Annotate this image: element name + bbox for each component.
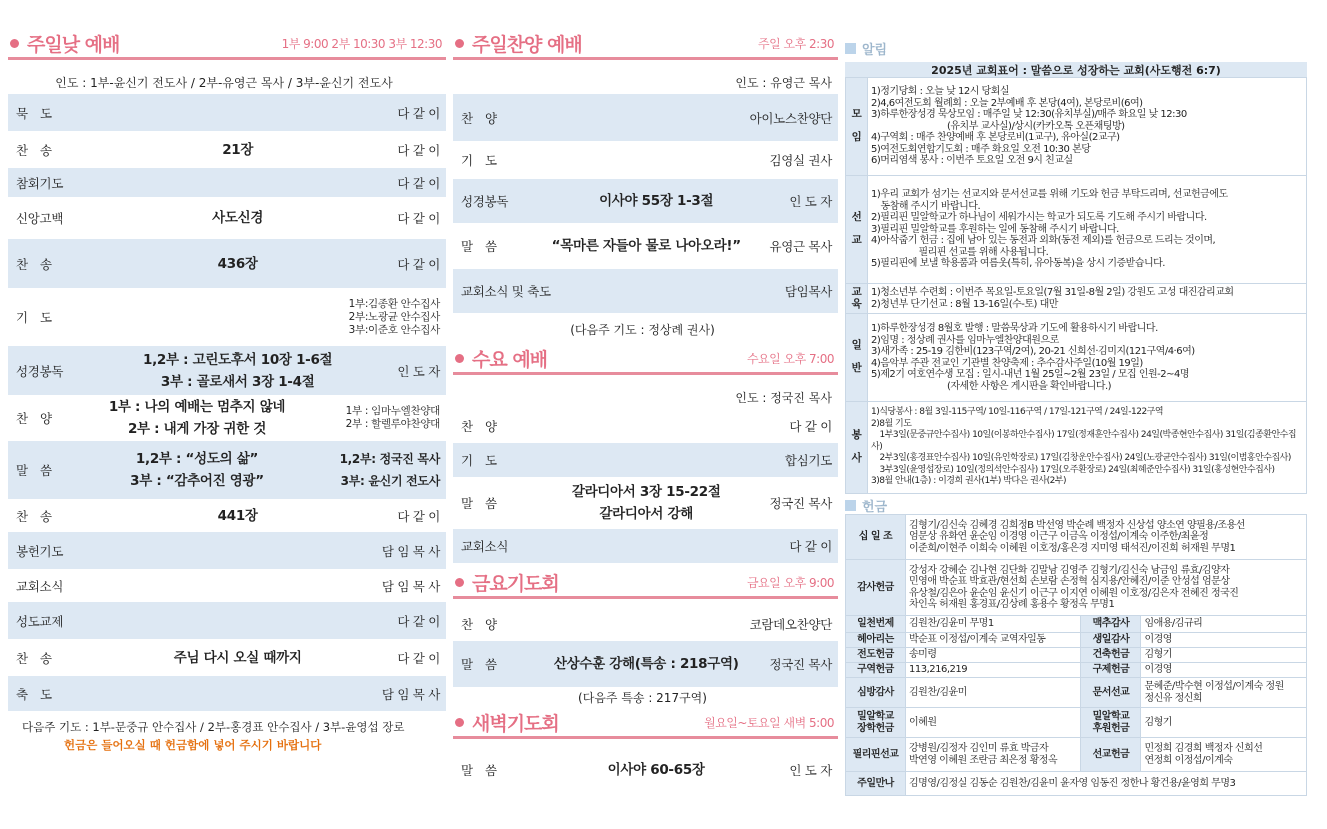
sunday-title: 주일낮 예배	[27, 34, 120, 56]
weekday-column	[453, 0, 838, 791]
order-content: “목마른 자들아 물로 나아오라!”	[551, 238, 741, 254]
dawn-header	[453, 709, 838, 739]
offering-row	[846, 616, 1307, 633]
offering-names: 김형기	[1141, 648, 1307, 663]
fri-time: 금요일 오후 9:00	[746, 576, 834, 590]
order-item: 신앙고백	[16, 211, 64, 226]
order-item: 교회소식	[16, 578, 64, 594]
tithe-names: 김형기/김신숙 김혜경 김희정B 박선영 박순례 백정자 신상섭 양소연 양필용/조용선 엄문상 유화연 윤순임 이경영 이근구 이금옥 이정섭/이계숙 이주한/최윤정 이준희/이현주 이희숙 이혜원 이호정/홍은경 지미영 태석진/이진희 허재원 무명1	[906, 515, 1307, 560]
order-leader: 다 같 이	[397, 211, 440, 226]
order-content: 436장	[217, 255, 258, 272]
ann-group	[846, 402, 1307, 494]
offering-names: 김형기	[1141, 708, 1307, 738]
praise-order-list	[453, 94, 838, 313]
fri-next: (다음주 특송 : 217구역)	[578, 691, 707, 705]
offering-type: 구역헌금	[846, 663, 906, 678]
offering-type: 심방감사	[846, 678, 906, 708]
order-item: 찬 송	[16, 256, 52, 272]
offering-row	[846, 633, 1307, 648]
ann-group-text: 1)식당봉사 : 8월 3일-115구역/ 10일-116구역 / 17일-121구역 / 24일-122구역 2)8월 기도 1부3일(문중규안수집사) 10일(이봉하안수집사) 17일(정재훈안수집사) 24일(박종현안수집사) 31일(김종환안수집사) 2부3일(홍경표안수집사) 10일(유인학장로) 17일(김창운안수집사) 24일(노광균안수집사) 31일(이범홍안수집사) 3부3일(윤영섭장로) 10일(정의석안수집사) 17일(오주환장로) 24일(최혜준안수집사) 31일(홍성현안수집사) 3)8월 안내(1층) : 이경희 권사(1부) 박다은 권사(2부)	[868, 402, 1307, 494]
fri-title: 금요기도회	[472, 573, 559, 595]
order-row	[453, 179, 838, 223]
order-leader: 아이노스찬양단	[749, 110, 832, 126]
order-leader: 유영근 목사	[769, 239, 832, 254]
dawn-title: 새벽기도회	[472, 713, 559, 735]
praise-title: 주일찬양 예배	[472, 34, 582, 56]
order-leader: 다 같 이	[789, 419, 832, 434]
order-item: 말 씀	[461, 657, 497, 672]
announcement-table	[845, 77, 1307, 494]
praise-time: 주일 오후 2:30	[758, 37, 834, 51]
offering-names: 송미령	[906, 648, 1081, 663]
order-content: 441장	[217, 507, 258, 524]
praise-next: (다음주 기도 : 정상례 권사)	[570, 323, 715, 337]
order-leader: 담 임 목 사	[381, 686, 440, 702]
order-content: 이사야 60-65장	[607, 762, 705, 778]
ann-group-text: 1)우리 교회가 섬기는 선교지와 문서선교를 위해 기도와 헌금 부탁드리며, 선교헌금에도 동참해 주시기 바랍니다. 2)필리핀 밀알학교가 하나님이 세워가시는 학교가 되도록 기도해 주시기 바랍니다. 3)필리핀 밀알학교를 후원하는 일에 동참해 주시기 바랍니다. 4)아삭줍기 헌금 : 집에 남아 있는 동전과 외화(동전 제외)를 헌금으로 드리는 것이며, 필리핀 선교를 위해 사용됩니다. 5)필리핀에 보낼 학용품과 여름옷(특히, 유아동복)을 상시 기증받습니다.	[868, 176, 1307, 284]
offering-type: 맥추감사	[1081, 616, 1141, 633]
order-content: 사도신경	[212, 210, 264, 226]
offering-row	[846, 708, 1307, 738]
order-row	[8, 499, 446, 532]
order-row	[453, 223, 838, 269]
bullet-icon	[10, 39, 19, 48]
order-leader: 다 같 이	[397, 105, 440, 121]
offering-names: 강병원/김정자 김인미 류효 박금자 박연영 이혜원 조란금 최은정 황정옥	[906, 738, 1081, 772]
offering-note: 헌금은 들어오실 때 헌금함에 넣어 주시기 바랍니다	[64, 738, 322, 752]
order-leader: 다 같 이	[397, 175, 440, 191]
order-row	[453, 409, 838, 443]
ann-group-label: 교육	[846, 284, 868, 314]
order-item: 성경봉독	[16, 363, 64, 379]
order-leader: 다 같 이	[397, 142, 440, 158]
order-item: 봉헌기도	[16, 543, 64, 559]
offering-names: 이혜원	[906, 708, 1081, 738]
thanks-names: 강성자 강혜순 김나현 김단화 김말남 김영주 김형기/김신숙 남금임 류효/김양자 민영애 박순표 박효관/현선희 손보람 손정혁 심지용/안혜진/이준 안성섭 엄문상 유상철/김은아 윤순임 윤신기 이근구 이지연 이혜원 이호정/김은자 전혜진 정국진 차인옥 허재원 홍경표/김상례 홍용수 황정옥 무명1	[906, 560, 1307, 616]
ann-group-label: 봉 사	[846, 402, 868, 494]
order-row	[453, 141, 838, 179]
wed-time: 수요일 오후 7:00	[746, 352, 834, 366]
offering-table	[845, 514, 1307, 796]
order-row	[453, 477, 838, 529]
order-leader: 정국진 목사	[769, 657, 832, 672]
order-leader: 합심기도	[784, 453, 832, 468]
order-leader: 다 같 이	[397, 613, 440, 629]
order-item: 말 씀	[461, 763, 497, 778]
sunday-next-prayer: 다음주 기도 : 1부-문중규 안수집사 / 2부-홍경표 안수집사 / 3부-윤영섭 장로	[22, 720, 405, 734]
order-content: 1,2부 : 고린도후서 10장 1-6절 3부 : 골로새서 3장 1-4절	[142, 351, 333, 390]
offering-row	[846, 648, 1307, 663]
order-leader: 1부 : 임마누엘찬양대 2부 : 할렐루야찬양대	[345, 405, 440, 430]
order-row	[453, 269, 838, 313]
order-row	[453, 529, 838, 563]
offering-type: 전도헌금	[846, 648, 906, 663]
order-row	[453, 749, 838, 791]
order-leader: 인 도 자	[789, 194, 832, 209]
order-item: 찬 송	[16, 508, 52, 524]
order-item: 말 씀	[461, 496, 497, 511]
order-row	[8, 168, 446, 197]
square-icon	[845, 500, 856, 511]
offering-type: 생일감사	[1081, 633, 1141, 648]
sunday-column	[8, 0, 446, 753]
order-item: 기 도	[461, 153, 497, 168]
offering-type: 일천번제	[846, 616, 906, 633]
order-leader: 담 임 목 사	[381, 578, 440, 594]
order-row	[8, 569, 446, 602]
ann-group-text: 1)청소년부 수련회 : 이번주 목요일-토요일(7월 31일-8월 2일) 강원도 고성 대진감리교회 2)청년부 단기선교 : 8월 13-16일(수-토) 대만	[868, 284, 1307, 314]
fri-header	[453, 569, 838, 599]
order-leader: 1,2부: 정국진 목사 3부: 윤신기 전도사	[339, 452, 440, 488]
ann-group-label: 일 반	[846, 314, 868, 402]
ann-group-label: 모 임	[846, 78, 868, 176]
order-item: 찬 송	[16, 142, 52, 158]
order-leader: 김영실 권사	[769, 153, 832, 168]
offering-type: 밀알학교 장학헌금	[846, 708, 906, 738]
fri-order-list	[453, 607, 838, 687]
ann-group	[846, 78, 1307, 176]
offering-names: 박순표 이정섭/이계숙 교역자일동	[906, 633, 1081, 648]
sunday-time: 1부 9:00 2부 10:30 3부 12:30	[281, 37, 442, 51]
order-leader: 담 임 목 사	[381, 543, 440, 559]
ann-group-text: 1)하루한장성경 8월호 발행 : 말씀묵상과 기도에 활용하시기 바랍니다. 2)임명 : 정상례 권사를 임마누엘찬양대원으로 3)새가족 : 25-19 김한비(123구역/2여), 20-21 신희선·김미지(121구역/4·6여) 4)음악부 주관 전교인 기관별 찬양축제 : 추수감사주일(10월 19일) 5)제2기 여호연수생 모집 : 일시-내년 1월 25일~2월 23일 / 모집 인원-2~4명 (자세한 사항은 게시판을 확인바랍니다.)	[868, 314, 1307, 402]
order-item: 기 도	[16, 310, 52, 325]
sunday-order-list	[8, 94, 446, 711]
order-row	[453, 607, 838, 641]
offering-type: 선교헌금	[1081, 738, 1141, 772]
bullet-icon	[455, 718, 464, 727]
order-row	[8, 131, 446, 168]
ann-group-label: 선 교	[846, 176, 868, 284]
ann-group	[846, 284, 1307, 314]
order-row	[8, 239, 446, 288]
offering-type: 헤아리는	[846, 633, 906, 648]
offering-names: 민정희 김경희 백정자 신희선 연정희 이정섭/이계숙	[1141, 738, 1307, 772]
offering-names: 이경영	[1141, 663, 1307, 678]
order-leader: 정국진 목사	[769, 496, 832, 511]
offering-names: 김원찬/김윤미	[906, 678, 1081, 708]
church-motto: 2025년 교회표어 : 말씀으로 성장하는 교회(사도행전 6:7)	[845, 62, 1307, 77]
offering-names: 임애용/김규리	[1141, 616, 1307, 633]
order-row	[8, 94, 446, 131]
order-item: 찬 양	[461, 617, 497, 632]
offering-row	[846, 678, 1307, 708]
announcement-column	[845, 0, 1307, 796]
order-row	[453, 641, 838, 687]
wed-order-list	[453, 409, 838, 563]
order-item: 찬 양	[16, 411, 52, 426]
order-item: 말 씀	[16, 463, 52, 478]
order-item: 찬 양	[461, 419, 497, 434]
wed-leader: 인도 : 정국진 목사	[735, 391, 832, 405]
offering-type: 문서선교	[1081, 678, 1141, 708]
order-leader: 다 같 이	[789, 539, 832, 554]
order-item: 교회소식 및 축도	[461, 284, 551, 299]
offer-header	[845, 496, 1307, 514]
order-item: 축 도	[16, 686, 52, 702]
order-leader: 인 도 자	[397, 363, 440, 379]
offering-names: 이경영	[1141, 633, 1307, 648]
order-leader: 코람데오찬양단	[749, 617, 832, 632]
order-item: 성도교제	[16, 613, 64, 629]
order-leader: 다 같 이	[397, 256, 440, 272]
order-leader: 다 같 이	[397, 508, 440, 524]
bullet-icon	[455, 39, 464, 48]
order-row	[453, 94, 838, 141]
order-leader: 1부:김종환 안수집사 2부:노광균 안수집사 3부:이준호 안수집사	[348, 297, 440, 336]
order-row	[453, 443, 838, 477]
order-content: 1부 : 나의 예배는 멈추지 않네 2부 : 내게 가장 귀한 것	[108, 399, 286, 437]
order-item: 찬 송	[16, 650, 52, 666]
ann-group	[846, 314, 1307, 402]
thanks-label: 감사헌금	[846, 560, 906, 616]
square-icon	[845, 43, 856, 54]
order-row	[8, 441, 446, 499]
order-item: 참회기도	[16, 175, 64, 191]
offering-names: 김원찬/김윤미 무명1	[906, 616, 1081, 633]
offering-type: 밀알학교 후원헌금	[1081, 708, 1141, 738]
ann-title: 알림	[862, 42, 888, 58]
order-item: 기 도	[461, 453, 497, 468]
bullet-icon	[455, 578, 464, 587]
order-item: 말 씀	[461, 239, 497, 254]
wed-title: 수요 예배	[472, 349, 548, 371]
offering-type: 필리핀선교	[846, 738, 906, 772]
order-leader: 담임목사	[784, 284, 832, 299]
wed-header	[453, 345, 838, 375]
order-row	[8, 197, 446, 239]
praise-leader: 인도 : 유영근 목사	[735, 76, 832, 90]
order-content: 갈라디아서 3장 15-22절 갈라디아서 강해	[571, 484, 721, 522]
order-item: 성경봉독	[461, 194, 509, 209]
offering-names: 문혜준/박수현 이정섭/이계숙 정원 정신유 정신희	[1141, 678, 1307, 708]
ann-group-text: 1)정기당회 : 오늘 낮 12시 당회실 2)4,6여전도회 월례회 : 오늘 2부예배 후 본당(4여), 본당로비(6여) 3)하루한장성경 묵상모임 : 매주일 낮 12:30(유치부실)/매주 화요일 낮 12:30 (유치부 교사실)/상시(카카오톡 오픈채팅방) 4)구역회 : 매주 찬양예배 후 본당로비(1교구), 유아실(2교구) 5)여전도회연합기도회 : 매주 화요일 오전 10:30 본당 6)머리염색 봉사 : 이번주 토요일 오전 9시 친교실	[868, 78, 1307, 176]
order-leader: 다 같 이	[397, 650, 440, 666]
manna-label: 주일만나	[846, 772, 906, 796]
order-row	[8, 395, 446, 441]
order-content: 21장	[222, 141, 254, 158]
order-row	[8, 532, 446, 569]
dawn-order-list	[453, 749, 838, 791]
offering-row	[846, 663, 1307, 678]
offer-title: 헌금	[862, 499, 888, 515]
sunday-leader: 인도 : 1부-윤신기 전도사 / 2부-유영근 목사 / 3부-윤신기 전도사	[55, 76, 393, 90]
order-item: 묵 도	[16, 105, 52, 121]
praise-header	[453, 30, 838, 60]
tithe-label: 십 일 조	[846, 515, 906, 560]
dawn-time: 월요일~토요일 새벽 5:00	[704, 716, 834, 730]
order-item: 찬 양	[461, 110, 497, 126]
ann-header	[845, 38, 1307, 58]
order-row	[8, 602, 446, 639]
order-row	[8, 639, 446, 676]
order-content: 이사야 55장 1-3절	[599, 193, 714, 209]
order-leader: 인 도 자	[789, 763, 832, 778]
order-content: 1,2부 : “성도의 삶” 3부 : “감추어진 영광”	[130, 451, 264, 489]
bullet-icon	[455, 354, 464, 363]
manna-names: 김명영/김정실 김동순 김원찬/김윤미 윤자영 임동진 정한나 황건용/윤영희 무명3	[906, 772, 1307, 796]
sunday-header	[8, 30, 446, 60]
order-row	[8, 346, 446, 395]
offering-row	[846, 772, 1307, 796]
order-row	[8, 288, 446, 346]
order-content: 산상수훈 강해(특송 : 218구역)	[553, 656, 739, 672]
offering-names: 113,216,219	[906, 663, 1081, 678]
order-item: 교회소식	[461, 539, 509, 554]
offering-row	[846, 738, 1307, 772]
ann-group	[846, 176, 1307, 284]
order-row	[8, 676, 446, 711]
offering-type: 구제헌금	[1081, 663, 1141, 678]
offering-type: 건축헌금	[1081, 648, 1141, 663]
order-content: 주님 다시 오실 때까지	[173, 649, 302, 666]
